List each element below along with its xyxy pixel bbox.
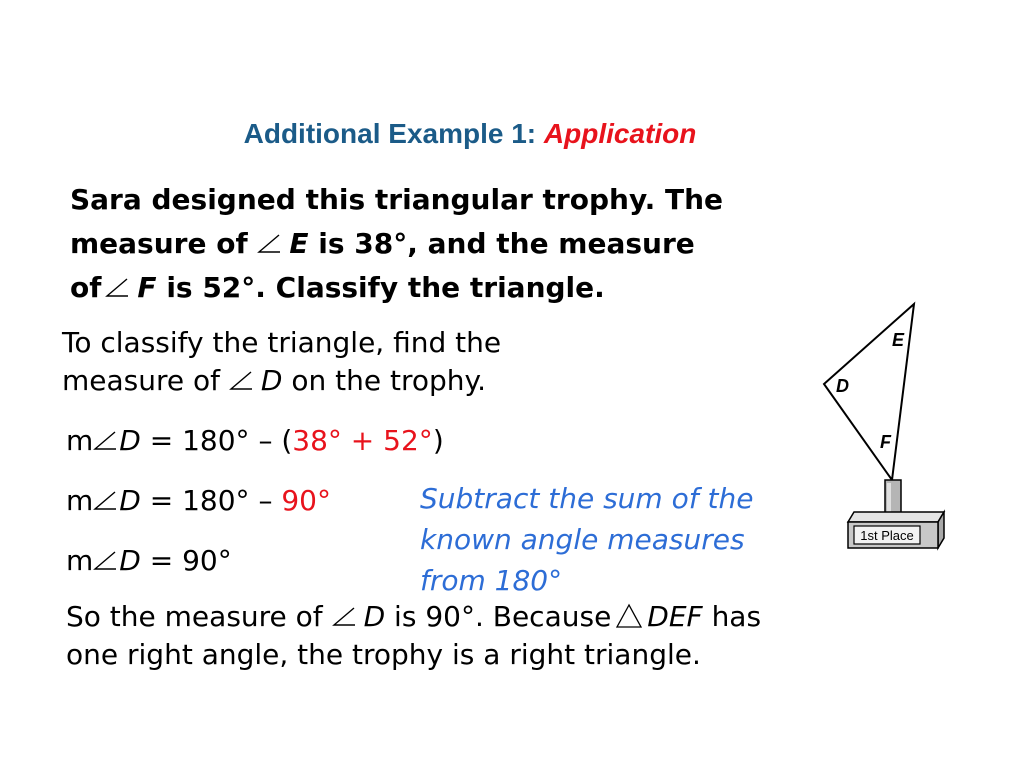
triangle-name: DEF xyxy=(647,600,703,633)
trophy-base-top xyxy=(848,512,944,522)
problem-line-2 xyxy=(70,222,723,266)
step-equation: = 180° – ( xyxy=(140,424,293,457)
title-emphasis: Application xyxy=(543,118,697,149)
angle-var-f: F xyxy=(137,271,157,304)
conclusion xyxy=(66,598,761,674)
step-2 xyxy=(66,482,331,520)
conclusion-text: So the measure of xyxy=(66,600,323,633)
intro-text xyxy=(62,324,501,400)
subtract-note xyxy=(420,478,753,601)
vertex-label-f: F xyxy=(880,432,891,452)
plaque-text: 1st Place xyxy=(860,528,914,543)
conclusion-line-1 xyxy=(66,598,761,636)
angle-var-d: D xyxy=(119,544,141,577)
measure-m: m xyxy=(66,424,94,457)
angle-var-d: D xyxy=(363,600,386,633)
note-line-3: from 180° xyxy=(420,564,563,597)
problem-text: is 52°. Classify the triangle. xyxy=(166,271,605,304)
intro-text-part: measure of xyxy=(62,364,221,397)
problem-line-1: Sara designed this triangular trophy. The xyxy=(70,183,724,216)
intro-text-part: on the trophy. xyxy=(291,364,487,397)
angle-icon xyxy=(93,431,117,451)
step-3 xyxy=(66,542,232,580)
conclusion-text: has xyxy=(711,600,762,633)
vertex-label-d: D xyxy=(836,376,849,396)
angle-var-e: E xyxy=(289,227,309,260)
angle-var-d: D xyxy=(260,364,283,397)
slide-title xyxy=(0,118,940,150)
step-1 xyxy=(66,422,444,460)
step-equation: = 90° xyxy=(140,544,232,577)
angle-icon xyxy=(257,234,281,254)
problem-line-3 xyxy=(70,266,723,310)
measure-m: m xyxy=(66,544,94,577)
problem-statement xyxy=(70,178,723,310)
step-highlight: 90° xyxy=(281,484,331,517)
step-equation: = 180° – xyxy=(140,484,282,517)
problem-text: is 38°, and the measure xyxy=(318,227,695,260)
angle-icon xyxy=(105,278,129,298)
intro-line-1: To classify the triangle, find the xyxy=(62,326,502,359)
step-tail: ) xyxy=(432,424,444,457)
angle-icon xyxy=(332,607,356,627)
angle-var-d: D xyxy=(119,424,141,457)
angle-icon xyxy=(229,371,253,391)
angle-var-d: D xyxy=(119,484,141,517)
trophy-figure xyxy=(810,300,960,565)
intro-line-2 xyxy=(62,362,501,400)
problem-text: of xyxy=(70,271,102,304)
vertex-label-e: E xyxy=(892,330,905,350)
conclusion-text: is 90°. Because xyxy=(394,600,612,633)
triangle-icon xyxy=(615,603,643,629)
conclusion-line-2: one right angle, the trophy is a right triangle. xyxy=(66,638,701,671)
note-line-1: Subtract the sum of the xyxy=(420,482,754,515)
step-highlight: 38° + 52° xyxy=(292,424,433,457)
angle-icon xyxy=(93,551,117,571)
problem-text: measure of xyxy=(70,227,248,260)
title-prefix: Additional Example 1: xyxy=(243,118,537,149)
note-line-2: known angle measures xyxy=(420,523,745,556)
angle-icon xyxy=(93,491,117,511)
measure-m: m xyxy=(66,484,94,517)
